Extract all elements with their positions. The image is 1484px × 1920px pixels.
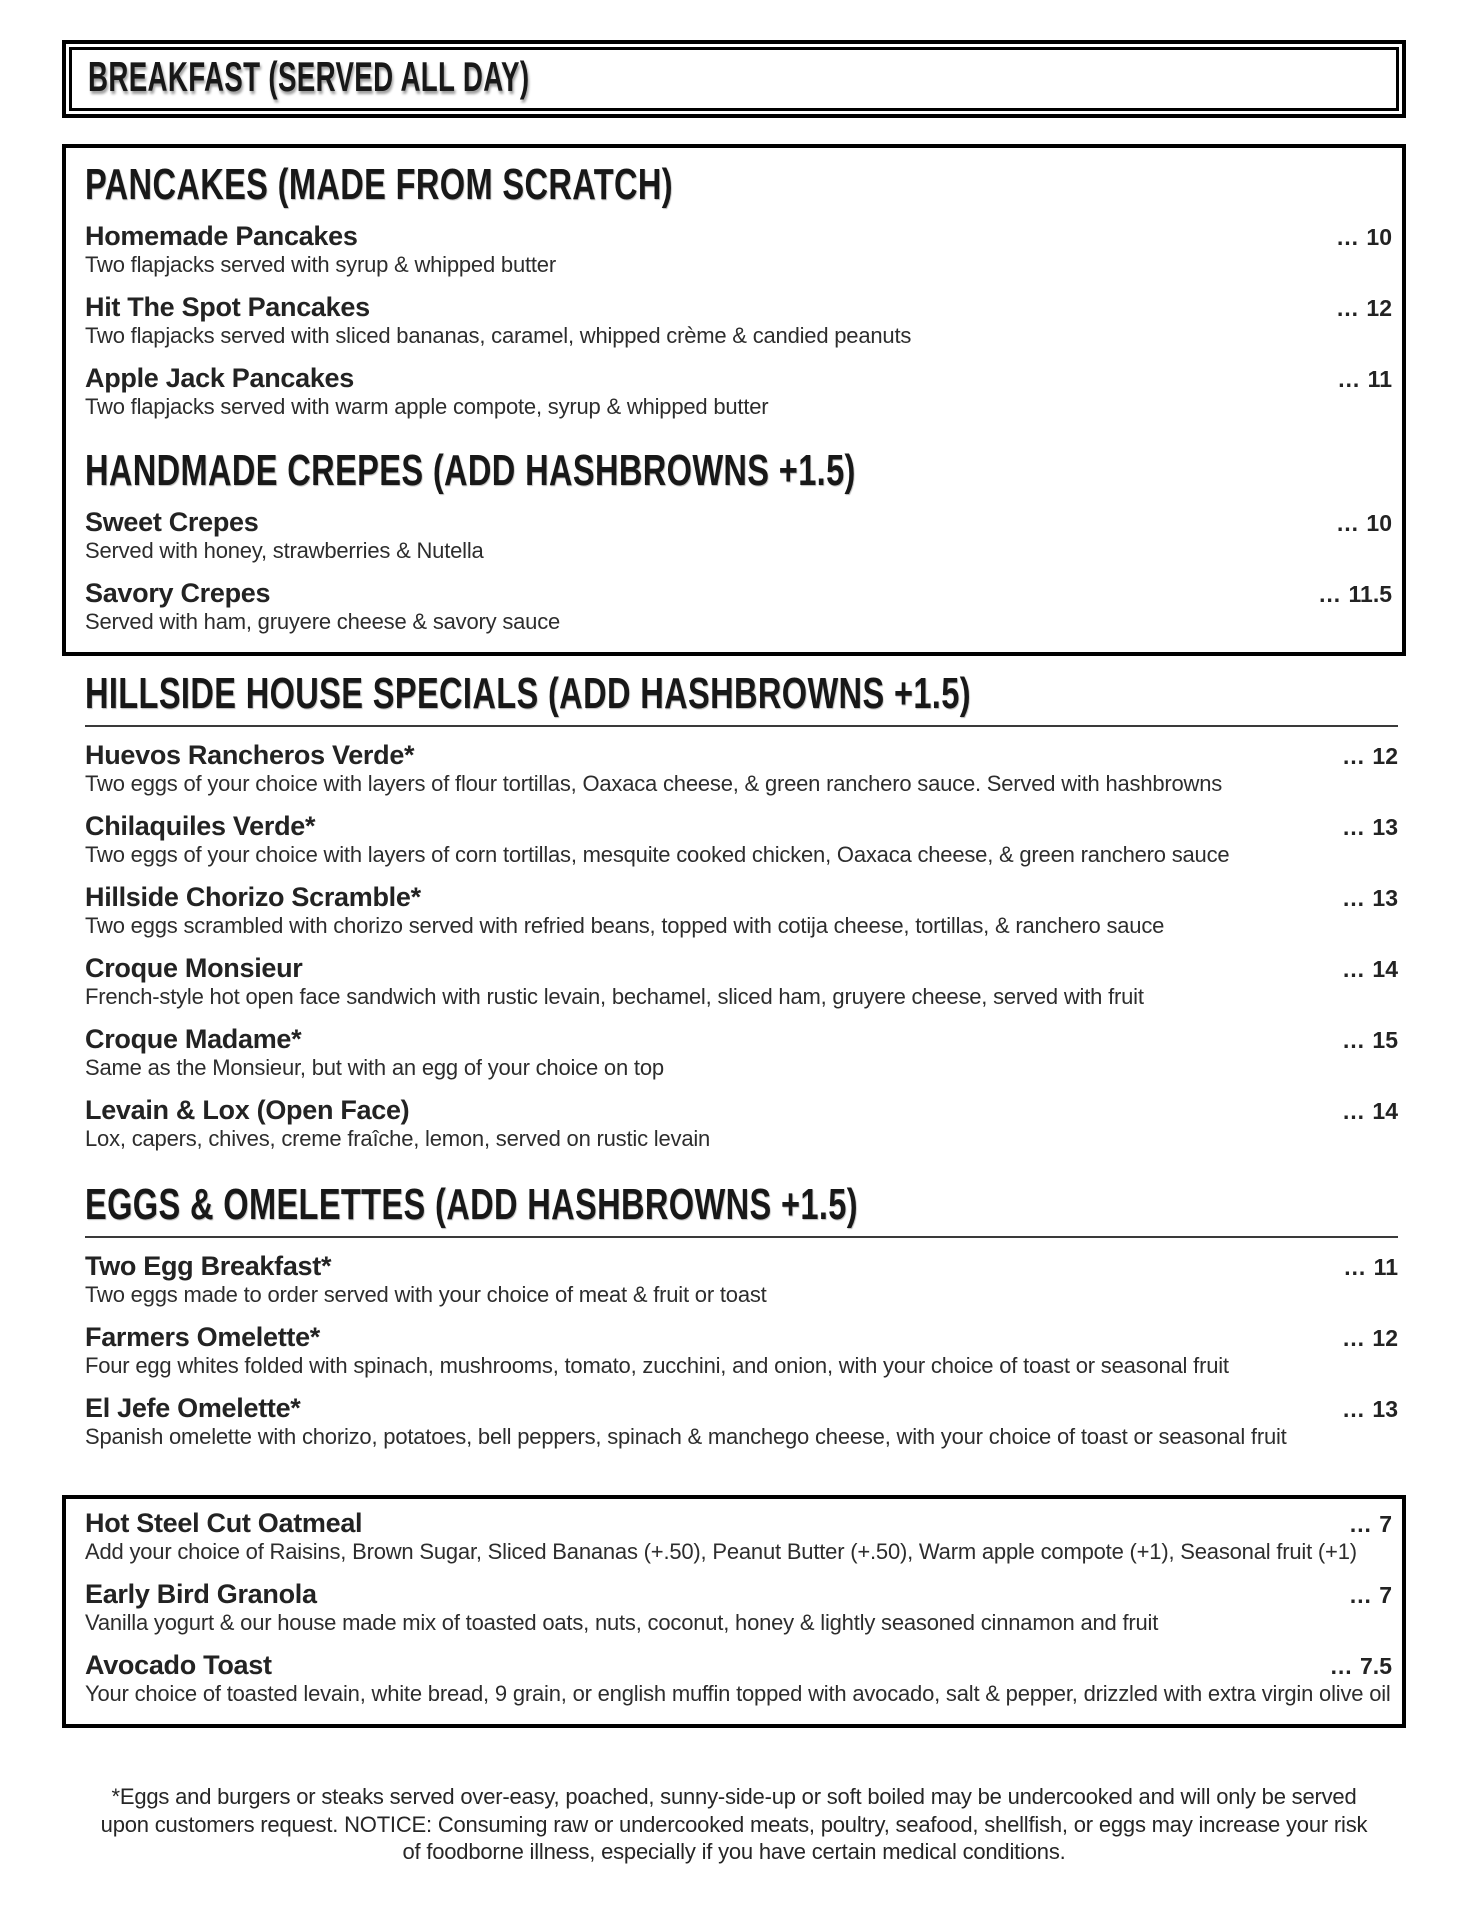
page-title-row xyxy=(88,55,1380,99)
menu-title-box-inner xyxy=(69,47,1399,111)
section-hillside-house-specials xyxy=(85,668,1398,1152)
item-name: El Jefe Omelette* xyxy=(85,1392,301,1423)
item-price xyxy=(1326,1098,1398,1125)
item-price xyxy=(1327,1254,1398,1281)
section-heading-specials: HILLSIDE HOUSE SPECIALS (ADD HASHBROWNS +1.5) xyxy=(85,668,971,718)
menu-item-farmers-omelette xyxy=(85,1323,1398,1378)
item-name: Hot Steel Cut Oatmeal xyxy=(85,1507,363,1538)
item-name: Farmers Omelette* xyxy=(85,1321,321,1352)
section-heading-row-pancakes xyxy=(85,162,1392,208)
item-price xyxy=(1320,295,1392,322)
item-name: Early Bird Granola xyxy=(85,1579,317,1610)
section-heading-row-crepes xyxy=(85,445,1392,495)
menu-item-hot-steel-cut-oatmeal xyxy=(85,1509,1392,1564)
item-description: Two flapjacks served with warm apple compote, syrup & whipped butter xyxy=(85,394,769,420)
item-price xyxy=(1320,510,1392,537)
item-head xyxy=(85,1651,1392,1680)
item-price xyxy=(1320,224,1392,251)
item-head xyxy=(85,1509,1392,1538)
item-price xyxy=(1333,1511,1392,1538)
item-name: Savory Crepes xyxy=(85,577,271,608)
menu-title-box xyxy=(62,40,1406,118)
price-dots: … xyxy=(1342,956,1367,983)
section-divider xyxy=(85,725,1398,727)
price-value: 10 xyxy=(1366,509,1392,536)
item-description: Two flapjacks served with syrup & whipped butter xyxy=(85,252,556,278)
price-value: 7 xyxy=(1379,1582,1392,1609)
price-dots: … xyxy=(1342,1098,1367,1125)
price-value: 12 xyxy=(1372,1324,1398,1351)
item-name: Croque Monsieur xyxy=(85,953,303,984)
section-divider xyxy=(85,1236,1398,1238)
item-price xyxy=(1326,1325,1398,1352)
item-price xyxy=(1326,1396,1398,1423)
item-description: French-style hot open face sandwich with rustic levain, bechamel, sliced ham, gruyere cheese, served with fruit xyxy=(85,984,1144,1010)
item-price xyxy=(1326,956,1398,983)
item-description: Served with ham, gruyere cheese & savory sauce xyxy=(85,608,561,634)
menu-item-sweet-crepes xyxy=(85,508,1392,563)
item-price xyxy=(1314,1653,1392,1680)
item-head xyxy=(85,1323,1398,1352)
item-price xyxy=(1326,814,1398,841)
item-price xyxy=(1326,1027,1398,1054)
item-head xyxy=(85,579,1392,608)
item-head xyxy=(85,364,1392,393)
item-name: Levain & Lox (Open Face) xyxy=(85,1095,410,1126)
price-dots: … xyxy=(1343,1253,1368,1280)
item-description: Two eggs of your choice with layers of corn tortillas, mesquite cooked chicken, Oaxaca cheese, & green ranchero sauce xyxy=(85,842,1230,868)
oatmeal-granola-toast-box xyxy=(62,1495,1406,1728)
section-heading-pancakes: PANCAKES (MADE FROM SCRATCH) xyxy=(85,160,673,210)
menu-item-croque-monsieur xyxy=(85,954,1398,1009)
item-description: Your choice of toasted levain, white bread, 9 grain, or english muffin topped with avocado, salt & pepper, drizzled with extra virgin olive oil xyxy=(85,1681,1391,1707)
price-value: 7 xyxy=(1379,1510,1392,1537)
item-price xyxy=(1321,366,1392,393)
price-dots: … xyxy=(1348,1582,1373,1609)
item-name: Sweet Crepes xyxy=(85,506,259,537)
menu-item-two-egg-breakfast xyxy=(85,1252,1398,1307)
item-description: Two eggs of your choice with layers of flour tortillas, Oaxaca cheese, & green ranchero sauce. Served with hashbrowns xyxy=(85,771,1223,797)
item-price xyxy=(1333,1582,1392,1609)
item-head xyxy=(85,1096,1398,1125)
item-name: Apple Jack Pancakes xyxy=(85,363,354,394)
item-name: Avocado Toast xyxy=(85,1650,272,1681)
menu-item-chilaquiles-verde xyxy=(85,812,1398,867)
price-dots: … xyxy=(1336,509,1361,536)
item-head xyxy=(85,1580,1392,1609)
page-title: BREAKFAST (SERVED ALL DAY) xyxy=(88,53,530,100)
item-name: Huevos Rancheros Verde* xyxy=(85,740,415,771)
price-dots: … xyxy=(1348,1510,1373,1537)
price-value: 12 xyxy=(1372,743,1398,770)
menu-item-avocado-toast xyxy=(85,1651,1392,1706)
item-description: Served with honey, strawberries & Nutella xyxy=(85,537,484,563)
price-dots: … xyxy=(1336,295,1361,322)
section-eggs-omelettes xyxy=(85,1179,1398,1449)
item-name: Croque Madame* xyxy=(85,1024,302,1055)
price-value: 15 xyxy=(1372,1027,1398,1054)
item-name: Two Egg Breakfast* xyxy=(85,1250,332,1281)
price-value: 13 xyxy=(1372,885,1398,912)
price-value: 13 xyxy=(1372,814,1398,841)
price-dots: … xyxy=(1342,885,1367,912)
item-description: Lox, capers, chives, creme fraîche, lemon, served on rustic levain xyxy=(85,1126,711,1152)
price-dots: … xyxy=(1342,1324,1367,1351)
menu-item-homemade-pancakes xyxy=(85,222,1392,277)
item-description: Spanish omelette with chorizo, potatoes, bell peppers, spinach & manchego cheese, with your choice of toast or seasonal fruit xyxy=(85,1423,1287,1449)
section-heading-row-eggs xyxy=(85,1179,1398,1229)
item-price xyxy=(1326,885,1398,912)
price-value: 11 xyxy=(1373,1253,1398,1280)
disclaimer-text: *Eggs and burgers or steaks served over-easy, poached, sunny-side-up or soft boiled may be undercooked and will only be served upon customers request. NOTICE: Consuming raw or undercooked meats, poultry, seafood, shellfish, or eggs may increase your risk of foodborne illness, especially if you have certain medical conditions. xyxy=(100,1784,1368,1865)
item-head xyxy=(85,1252,1398,1281)
item-name: Chilaquiles Verde* xyxy=(85,811,316,842)
price-value: 11 xyxy=(1367,366,1392,393)
price-value: 13 xyxy=(1372,1395,1398,1422)
item-head xyxy=(85,293,1392,322)
price-dots: … xyxy=(1342,1027,1367,1054)
menu-item-hillside-chorizo-scramble xyxy=(85,883,1398,938)
item-price xyxy=(1326,743,1398,770)
item-head xyxy=(85,1394,1398,1423)
price-value: 10 xyxy=(1366,224,1392,251)
item-description: Two eggs made to order served with your choice of meat & fruit or toast xyxy=(85,1281,767,1307)
item-head xyxy=(85,222,1392,251)
price-value: 7.5 xyxy=(1360,1653,1392,1680)
price-dots: … xyxy=(1342,1395,1367,1422)
menu-item-hit-the-spot-pancakes xyxy=(85,293,1392,348)
section-heading-eggs: EGGS & OMELETTES (ADD HASHBROWNS +1.5) xyxy=(85,1179,858,1229)
item-description: Add your choice of Raisins, Brown Sugar, Sliced Bananas (+.50), Peanut Butter (+.50), Warm apple compote (+1), Seasonal fruit (+1) xyxy=(85,1538,1357,1564)
price-dots: … xyxy=(1318,580,1343,607)
item-head xyxy=(85,954,1398,983)
item-name: Hit The Spot Pancakes xyxy=(85,292,370,323)
menu-item-croque-madame xyxy=(85,1025,1398,1080)
item-head xyxy=(85,508,1392,537)
price-value: 12 xyxy=(1366,295,1392,322)
item-description: Two eggs scrambled with chorizo served with refried beans, topped with cotija cheese, tortillas, & ranchero sauce xyxy=(85,913,1165,939)
price-dots: … xyxy=(1342,814,1367,841)
menu-item-savory-crepes xyxy=(85,579,1392,634)
price-value: 14 xyxy=(1372,1098,1398,1125)
price-dots: … xyxy=(1329,1653,1354,1680)
item-description: Four egg whites folded with spinach, mushrooms, tomato, zucchini, and onion, with your choice of toast or seasonal fruit xyxy=(85,1352,1229,1378)
menu-item-el-jefe-omelette xyxy=(85,1394,1398,1449)
section-heading-row-specials xyxy=(85,668,1398,718)
price-dots: … xyxy=(1342,743,1367,770)
item-head xyxy=(85,883,1398,912)
item-description: Two flapjacks served with sliced bananas, caramel, whipped crème & candied peanuts xyxy=(85,323,912,349)
section-heading-crepes: HANDMADE CREPES (ADD HASHBROWNS +1.5) xyxy=(85,445,856,495)
pancakes-crepes-box xyxy=(62,144,1406,656)
item-description: Vanilla yogurt & our house made mix of toasted oats, nuts, coconut, honey & lightly seasoned cinnamon and fruit xyxy=(85,1610,1159,1636)
menu-item-early-bird-granola xyxy=(85,1580,1392,1635)
item-description: Same as the Monsieur, but with an egg of your choice on top xyxy=(85,1055,664,1081)
menu-item-apple-jack-pancakes xyxy=(85,364,1392,419)
item-price xyxy=(1302,581,1392,608)
price-dots: … xyxy=(1337,366,1362,393)
item-head xyxy=(85,741,1398,770)
item-name: Homemade Pancakes xyxy=(85,221,358,252)
price-dots: … xyxy=(1336,224,1361,251)
item-head xyxy=(85,812,1398,841)
menu-item-huevos-rancheros-verde xyxy=(85,741,1398,796)
item-head xyxy=(85,1025,1398,1054)
item-name: Hillside Chorizo Scramble* xyxy=(85,882,421,913)
price-value: 14 xyxy=(1372,956,1398,983)
menu-item-levain-and-lox xyxy=(85,1096,1398,1151)
price-value: 11.5 xyxy=(1348,580,1392,607)
